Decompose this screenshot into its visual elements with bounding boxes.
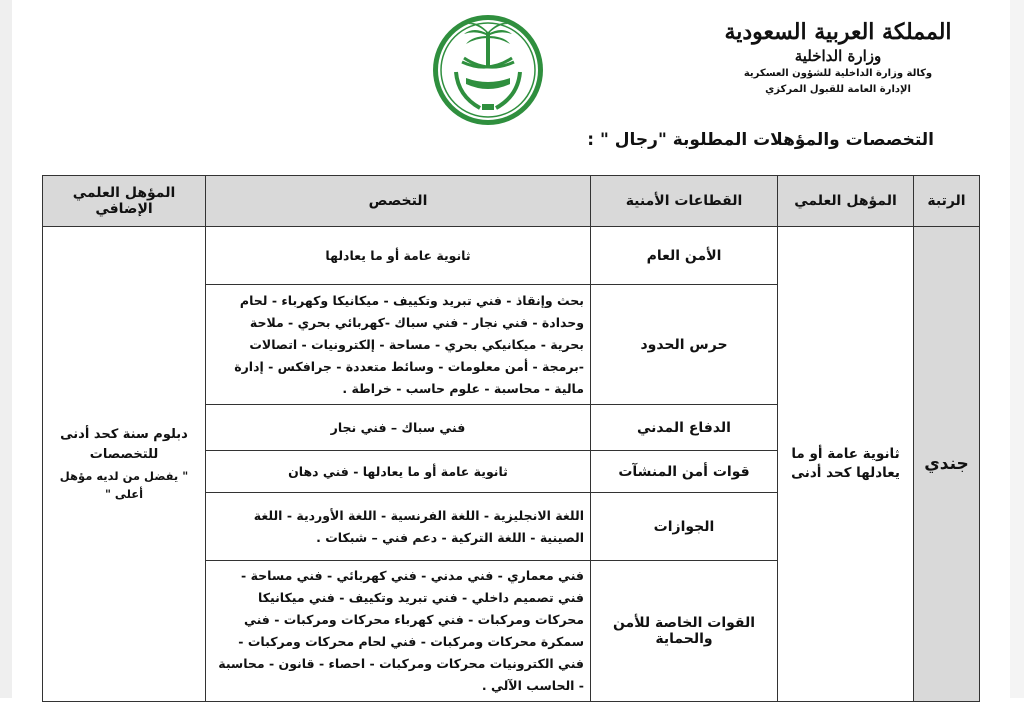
rank-cell: جندي: [914, 227, 980, 702]
sector-cell: قوات أمن المنشآت: [591, 451, 778, 493]
sector-cell: الدفاع المدني: [591, 405, 778, 451]
header-sector: القطاعات الأمنية: [591, 176, 778, 227]
right-margin: [1010, 0, 1024, 698]
sector-cell: القوات الخاصة للأمن والحماية: [591, 561, 778, 702]
page-title: التخصصات والمؤهلات المطلوبة "رجال " :: [587, 130, 934, 150]
additional-qualification-cell: [43, 227, 206, 702]
ministry-name: وزارة الداخلية: [794, 47, 882, 65]
organization-header: [718, 18, 958, 98]
org-name: المملكة العربية السعودية: [724, 19, 952, 45]
agency-name: وكالة وزارة الداخلية للشؤون العسكرية: [743, 68, 933, 79]
additional-qualification-note: " يفضل من لديه مؤهل أعلى ": [59, 469, 189, 501]
table-header-row: [43, 176, 980, 227]
specialty-cell: ثانوية عامة أو ما يعادلها - فني دهان: [206, 451, 591, 493]
left-margin: [0, 0, 12, 698]
header-rank: الرتبة: [914, 176, 980, 227]
header-specialty: التخصص: [206, 176, 591, 227]
specialty-cell: فني سباك – فني نجار: [206, 405, 591, 451]
qualification-cell: ثانوية عامة أو ما يعادلها كحد أدنى: [778, 227, 914, 702]
specialty-cell: فني معماري - فني مدني - فني كهربائي - فني مساحة - فني تصميم داخلي - فني تبريد وتكييف - فني ميكانيكا محركات ومركبات - فني كهرباء محركات ومركبات - فني سمكرة محركات ومركبات - فني لحام محركات ومركبات - فني الكترونيات محركات ومركبات - احصاء - قانون - محاسبة - الحاسب الآلي .: [206, 561, 591, 702]
department-name: الإدارة العامة للقبول المركزي: [765, 84, 911, 95]
specialty-cell: ثانوية عامة أو ما يعادلها: [206, 227, 591, 285]
table-row: [43, 227, 980, 285]
sector-cell: الجوازات: [591, 493, 778, 561]
ministry-emblem-icon: [428, 12, 548, 128]
sector-cell: الأمن العام: [591, 227, 778, 285]
specialties-table: [42, 175, 980, 702]
header-additional-qualification: المؤهل العلمي الإضافي: [43, 176, 206, 227]
header-qualification: المؤهل العلمي: [778, 176, 914, 227]
specialty-cell: اللغة الانجليزية - اللغة الفرنسية - اللغة الأوردية - اللغة الصينية - اللغة التركية - دعم فني – شبكات .: [206, 493, 591, 561]
sector-cell: حرس الحدود: [591, 285, 778, 405]
additional-qualification-text: دبلوم سنة كحد أدنى للتخصصات: [60, 427, 188, 462]
specialty-cell: بحث وإنقاذ - فني تبريد وتكييف - ميكانيكا وكهرباء - لحام وحدادة - فني نجار - فني سباك -كهربائي بحري - ملاحة بحرية - ميكانيكي بحري - مساحة - إلكترونيات - اتصالات -برمجة - أمن معلومات - وسائط متعددة - جرافكس - إدارة مالية - محاسبة - علوم حاسب - خراطة .: [206, 285, 591, 405]
